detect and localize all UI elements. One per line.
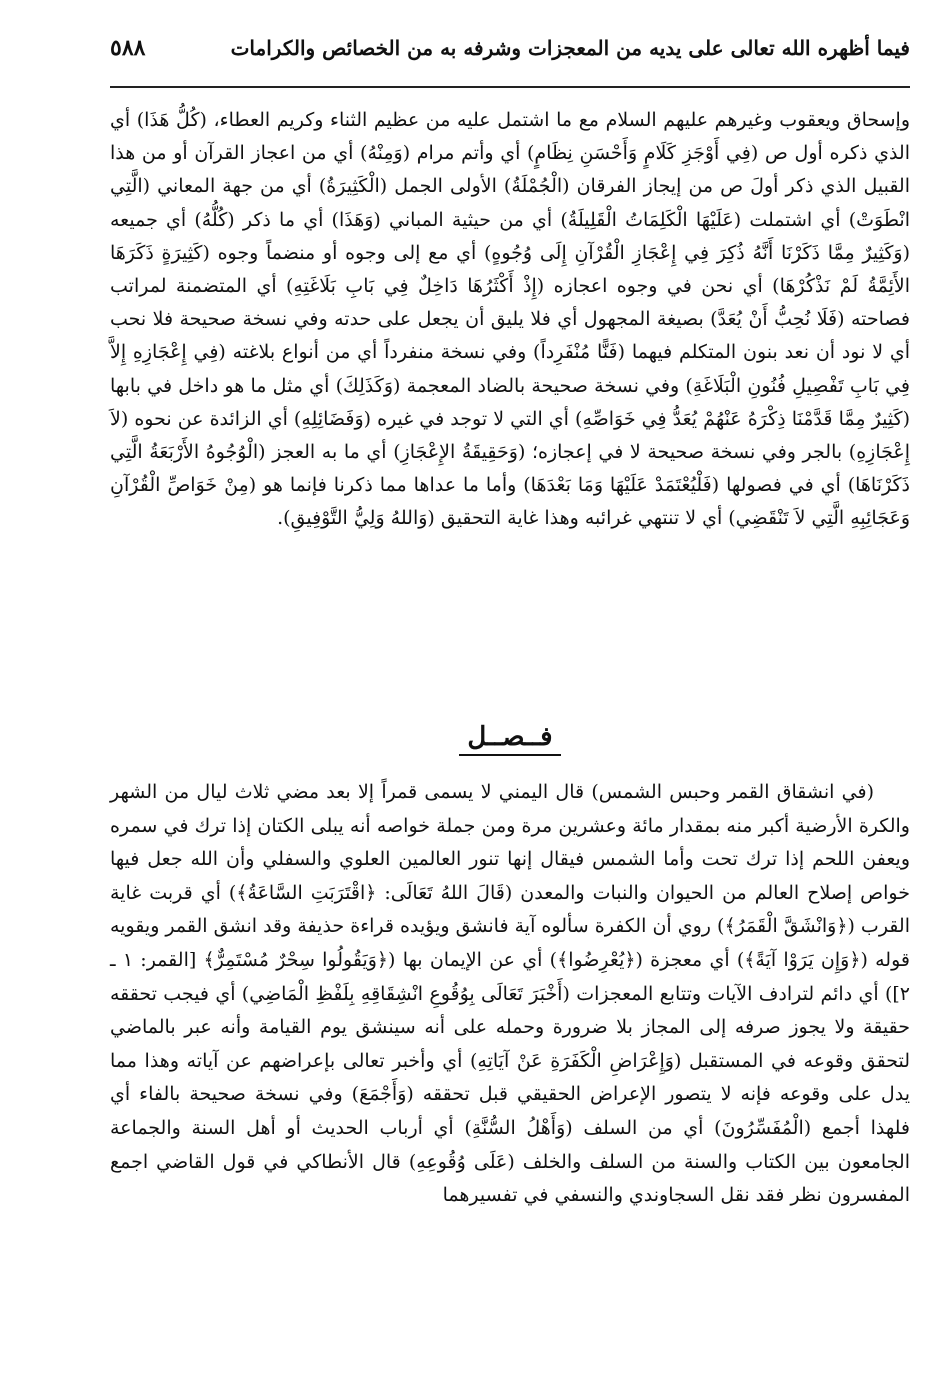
section-heading-text: فــصــل: [459, 722, 560, 756]
commentary-paragraph-2: (في انشقاق القمر وحبس الشمس) قال اليمني لا يسمى قمراً إلا بعد مضي ثلاث ليال من الشهر والكرة الأرضية أكبر منه بمقدار مائة وعشرين مرة ومن جملة خواصه أنه يبلى الكتان إذا ترك في سمره ويعفن اللحم إذا ترك تحت وأما الشمس فيقال إنها تنور العالمين العلوي والسفلي وأن الله جعل فيها خواص إصلاح العالم من الحيوان والنبات والمعدن (قَالَ اللهُ تَعَالَى: ﴿اقْتَرَبَتِ السَّاعَةُ﴾) أي قربت غاية القرب (﴿وَانْشَقَّ الْقَمَرُ﴾) روي أن الكفرة سألوه آية فانشق ويؤيده قراءة حذيفة وقد انشق القمر ويقويه قوله (﴿وَإِن يَرَوْا آيَةً﴾) أي معجزة (﴿يُعْرِضُوا﴾) أي عن الإيمان بها (﴿وَيَقُولُوا سِحْرٌ مُسْتَمِرٌّ﴾ [القمر: ١ ـ ٢]) أي دائم لترادف الآيات وتتابع المعجزات (أَخْبَرَ تَعَالَى بِوُقُوعِ انْشِقَاقِهِ بِلَفْظِ الْمَاضِي) أي فيجب تحققه حقيقة ولا يجوز صرفه إلى المجاز بلا ضرورة وحمله على أنه سينشق يوم القيامة وأنه عبر بالماضي لتحقق وقوعه في المستقبل (وَإِعْرَاضِ الْكَفَرَةِ عَنْ آيَاتِهِ) أي وأخبر تعالى بإعراضهم عن آياته وهذا مما يدل على وقوعه فإنه لا يتصور الإعراض الحقيقي قبل تحققه (وَأَجْمَعَ) وفي نسخة صحيحة بالفاء أي فلهذا أجمع (الْمُفَسِّرُونَ) أي من السلف (وَأَهْلُ السُّنَّةِ) أي أرباب الحديث أو أهل السنة والجماعة الجامعون بين الكتاب والسنة من السلف والخلف (عَلَى وُقُوعِهِ) قال الأنطاكي في قول القاضي اجمع المفسرون نظر فقد نقل السجاوندي والنسفي في تفسيرهما: [110, 781, 910, 1207]
commentary-block-1: [110, 104, 910, 536]
commentary-paragraph-1: وإسحاق ويعقوب وغيرهم عليهم السلام مع ما اشتمل عليه من عظيم الثناء وكريم العطاء، (كُلُّ هَذَا) أي الذي ذكره أول ص (فِي أَوْجَزِ كَلَامٍ وَأَحْسَنِ نِظَامٍ) أي وأتم مرام (وَمِنْهُ) أي من اعجاز القرآن أو من هذا القبيل الذي ذكر أولَ ص من إيجاز الفرقان (الْجُمْلَةُ) الأولى الجمل (الْكَثِيرَةُ) أي من جهة المعاني (الَّتِي انْطَوَتْ) أي اشتملت (عَلَيْهَا الْكَلِمَاتُ الْقَلِيلَةُ) أي من حيثية المباني (وَهَذَا) أي ما ذكر (كُلُّهُ) أي جميعه (وَكَثِيرٌ مِمَّا ذَكَرْنَا أَنَّهُ ذُكِرَ فِي إِعْجَازِ الْقُرْآنِ إِلَى وُجُوهٍ) أي مع إلى وجوه أو منضماً وجوه (كَثِيرَةٍ ذَكَرَهَا الأَئِمَّةُ لَمْ نَذْكُرْهَا) أي نحن في وجوه اعجازه (إِذْ أَكْثَرُهَا دَاخِلٌ فِي بَابِ بَلَاغَتِهِ) أي المتضمنة لمراتب فصاحته (فَلَا نُحِبُّ أَنْ يُعَدَّ) بصيغة المجهول أي فلا يليق أن يجعل على حدته وفي نسخة صحيحة فلا نحب أي لا نود أن نعد بنون المتكلم فيهما (فَنًّا مُنْفَرِداً) وفي نسخة منفرداً أي من أنواع بلاغته (فِي إِعْجَازِهِ إِلاَّ فِي بَابِ تَفْصِيلِ فُنُونِ الْبَلَاغَةِ) وفي نسخة صحيحة بالضاد المعجمة (وَكَذَلِكَ) أي مثل ما هو داخل في بابها (كَثِيرٌ مِمَّا قَدَّمْنَا ذِكْرَهُ عَنْهُمْ يُعَدُّ فِي خَوَاصِّهِ) أي التي لا توجد في غيره (وَفَضَائِلِهِ) أي الزائدة عن نحوه (لاَ إِعْجَازِهِ) بالجر وفي نسخة صحيحة لا في إعجازه؛ (وَحَقِيقَةُ الإِعْجَازِ) أي ما به العجز (الْوُجُوهُ الأَرْبَعَةُ الَّتِي ذَكَرْنَاهَا) أي في فصولها (فَلْيُعْتَمَدْ عَلَيْهَا وَمَا بَعْدَهَا) وأما ما عداها مما ذكرنا فإنما هو (مِنْ خَوَاصِّ الْقُرْآنِ وَعَجَائِبِهِ الَّتِي لاَ تَنْقَضِي) أي لا تنتهي غرائبه وهذا غاية التحقيق (وَاللهُ وَلِيُّ التَّوْفِيقِ).: [110, 109, 911, 530]
section-heading: [110, 722, 910, 752]
commentary-block-2: [110, 776, 910, 1213]
page: [110, 24, 910, 72]
page-number: ٥٨٨: [110, 35, 146, 61]
header-rule: [110, 86, 910, 88]
running-title: فيما أظهره الله تعالى على يديه من المعجزات وشرفه به من الخصائص والكرامات: [230, 36, 910, 60]
running-head: [110, 24, 910, 72]
